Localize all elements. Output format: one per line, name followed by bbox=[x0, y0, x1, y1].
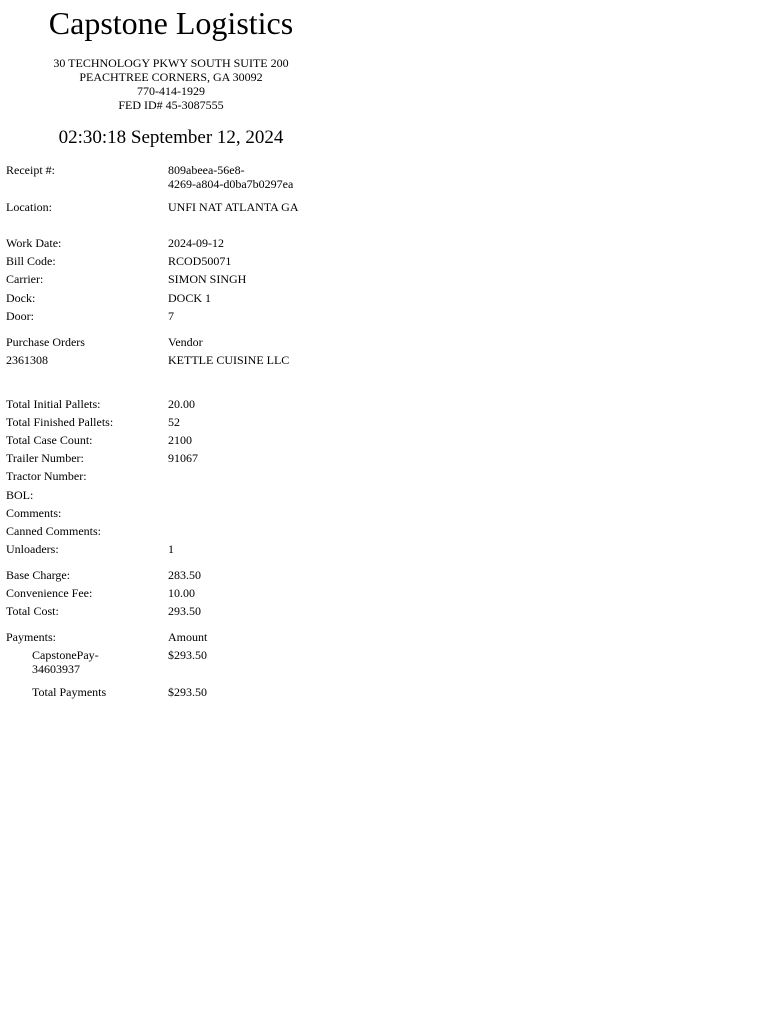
payment-amount: $293.50 bbox=[168, 648, 207, 662]
purchase-order-row bbox=[0, 353, 342, 371]
door-value: 7 bbox=[168, 309, 174, 323]
total-cost-value: 293.50 bbox=[168, 604, 201, 618]
payments-label: Payments: bbox=[6, 630, 56, 644]
location-value: UNFI NAT ATLANTA GA bbox=[168, 200, 299, 214]
payment-method bbox=[32, 648, 132, 676]
total-finished-pallets-label: Total Finished Pallets: bbox=[6, 415, 114, 429]
company-name: Capstone Logistics bbox=[48, 5, 294, 41]
total-finished-pallets-value: 52 bbox=[168, 415, 180, 429]
dock-row bbox=[0, 291, 342, 309]
receipt-number-line-1: 809abeea-56e8- bbox=[168, 163, 245, 177]
fed-id: FED ID# 45-3087555 bbox=[118, 98, 224, 112]
payment-method-line-1: CapstonePay- bbox=[32, 648, 99, 662]
address-line-2: PEACHTREE CORNERS, GA 30092 bbox=[79, 70, 263, 84]
bill-code-value: RCOD50071 bbox=[168, 254, 232, 268]
total-case-count-value: 2100 bbox=[168, 433, 192, 447]
door-row bbox=[0, 309, 342, 327]
comments-row bbox=[0, 506, 342, 524]
convenience-fee-row bbox=[0, 586, 342, 604]
dock-value: DOCK 1 bbox=[168, 291, 212, 305]
carrier-row bbox=[0, 272, 342, 290]
carrier-label: Carrier: bbox=[6, 272, 44, 286]
purchase-orders-header: Purchase Orders bbox=[6, 335, 85, 349]
total-initial-pallets-value: 20.00 bbox=[168, 397, 195, 411]
trailer-number-label: Trailer Number: bbox=[6, 451, 84, 465]
base-charge-label: Base Charge: bbox=[6, 568, 71, 582]
total-initial-pallets-label: Total Initial Pallets: bbox=[6, 397, 101, 411]
bol-row bbox=[0, 488, 342, 506]
receipt-number-row bbox=[0, 163, 342, 193]
receipt-number-line-2: 4269-a804-d0ba7b0297ea bbox=[168, 177, 294, 191]
unloaders-value: 1 bbox=[168, 542, 174, 556]
total-payments-row bbox=[0, 685, 342, 703]
door-label: Door: bbox=[6, 309, 34, 323]
bol-label: BOL: bbox=[6, 488, 34, 502]
company-address bbox=[0, 56, 342, 112]
total-cost-label: Total Cost: bbox=[6, 604, 59, 618]
carrier-value: SIMON SINGH bbox=[168, 272, 247, 286]
total-payments-value: $293.50 bbox=[168, 685, 207, 699]
trailer-number-row bbox=[0, 451, 342, 469]
convenience-fee-label: Convenience Fee: bbox=[6, 586, 93, 600]
total-cost-row bbox=[0, 604, 342, 622]
bill-code-label: Bill Code: bbox=[6, 254, 56, 268]
payment-item-row bbox=[0, 648, 342, 678]
comments-label: Comments: bbox=[6, 506, 62, 520]
vendor-header: Vendor bbox=[168, 335, 203, 349]
dock-label: Dock: bbox=[6, 291, 36, 305]
base-charge-value: 283.50 bbox=[168, 568, 201, 582]
total-case-count-label: Total Case Count: bbox=[6, 433, 93, 447]
unloaders-label: Unloaders: bbox=[6, 542, 59, 556]
canned-comments-label: Canned Comments: bbox=[6, 524, 101, 538]
tractor-number-row bbox=[0, 469, 342, 487]
purchase-order-vendor: KETTLE CUISINE LLC bbox=[168, 353, 290, 367]
amount-header: Amount bbox=[168, 630, 208, 644]
total-case-count-row bbox=[0, 433, 342, 451]
work-date-label: Work Date: bbox=[6, 236, 62, 250]
payment-method-line-2: 34603937 bbox=[32, 662, 80, 676]
purchase-order-number: 2361308 bbox=[6, 353, 48, 367]
work-date-row bbox=[0, 236, 342, 254]
total-initial-pallets-row bbox=[0, 397, 342, 415]
bill-code-row bbox=[0, 254, 342, 272]
unloaders-row bbox=[0, 542, 342, 560]
base-charge-row bbox=[0, 568, 342, 586]
receipt-timestamp: 02:30:18 September 12, 2024 bbox=[58, 127, 284, 148]
total-finished-pallets-row bbox=[0, 415, 342, 433]
tractor-number-label: Tractor Number: bbox=[6, 469, 87, 483]
total-payments-label: Total Payments bbox=[32, 685, 107, 699]
work-date-value: 2024-09-12 bbox=[168, 236, 224, 250]
location-label: Location: bbox=[6, 200, 52, 214]
receipt-number-label: Receipt #: bbox=[6, 163, 55, 177]
location-row bbox=[0, 200, 342, 218]
canned-comments-row bbox=[0, 524, 342, 542]
purchase-orders-header-row bbox=[0, 335, 342, 353]
convenience-fee-value: 10.00 bbox=[168, 586, 195, 600]
payments-header-row bbox=[0, 630, 342, 648]
trailer-number-value: 91067 bbox=[168, 451, 198, 465]
receipt-number-value bbox=[168, 163, 318, 191]
company-phone: 770-414-1929 bbox=[137, 84, 205, 98]
address-line-1: 30 TECHNOLOGY PKWY SOUTH SUITE 200 bbox=[53, 56, 289, 70]
